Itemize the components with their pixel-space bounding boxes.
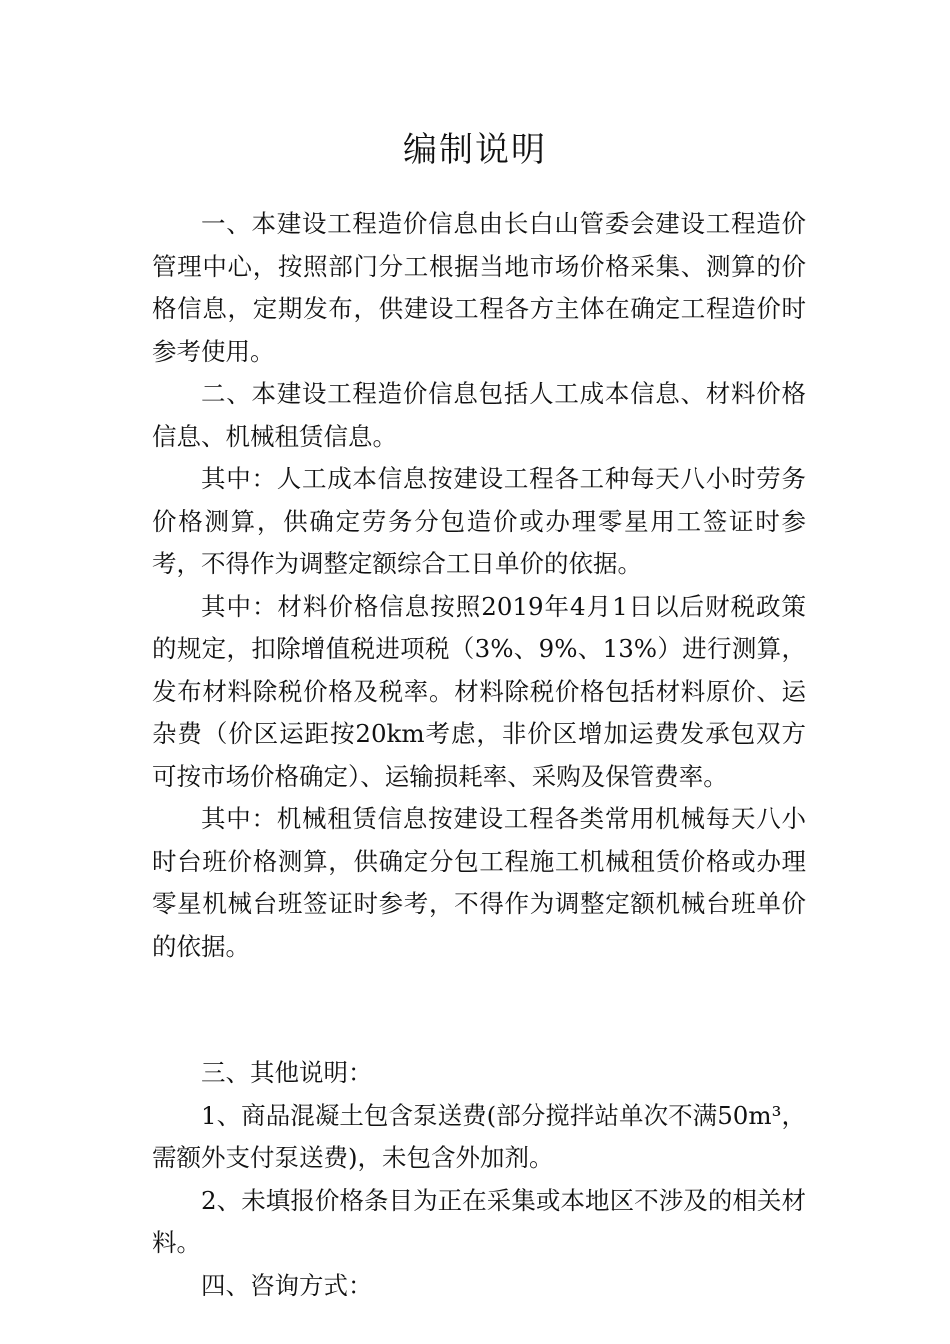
paragraph-intro: 一、本建设工程造价信息由长白山管委会建设工程造价管理中心，按照部门分工根据当地市场价格采集、测算的价格信息，定期发布，供建设工程各方主体在确定工程造价时参考使用。	[152, 209, 806, 366]
document-title: 编制说明	[403, 130, 547, 170]
paragraph-scope: 二、本建设工程造价信息包括人工成本信息、材料价格信息、机械租赁信息。	[152, 379, 806, 451]
section-spacer	[152, 968, 806, 1052]
paragraph-material-price: 其中：材料价格信息按照2019年4月1日以后财税政策的规定，扣除增值税进项税（3%、9%、13%）进行测算，发布材料除税价格及税率。材料除税价格包括材料原价、运杂费（价区运距按20km考虑，非价区增加运费发承包双方可按市场价格确定）、运输损耗率、采购及保管费率。	[152, 591, 806, 791]
paragraph-machine-rental: 其中：机械租赁信息按建设工程各类常用机械每天八小时台班价格测算，供确定分包工程施工机械租赁价格或办理零星机械台班签证时参考，不得作为调整定额机械台班单价的依据。	[152, 804, 806, 961]
paragraph-other-notes-heading: 三、其他说明：	[201, 1058, 373, 1087]
paragraph-contact-heading: 四、咨询方式：	[201, 1270, 373, 1300]
paragraph-note-concrete: 1、商品混凝土包含泵送费(部分搅拌站单次不满50m³，需额外支付泵送费)，未包含外加剂。	[152, 1100, 806, 1172]
document-body	[152, 203, 806, 1307]
paragraph-note-unreported: 2、未填报价格条目为正在采集或本地区不涉及的相关材料。	[152, 1185, 806, 1257]
paragraph-labor-cost: 其中：人工成本信息按建设工程各工种每天八小时劳务价格测算，供确定劳务分包造价或办理零星用工签证时参考，不得作为调整定额综合工日单价的依据。	[152, 464, 806, 578]
